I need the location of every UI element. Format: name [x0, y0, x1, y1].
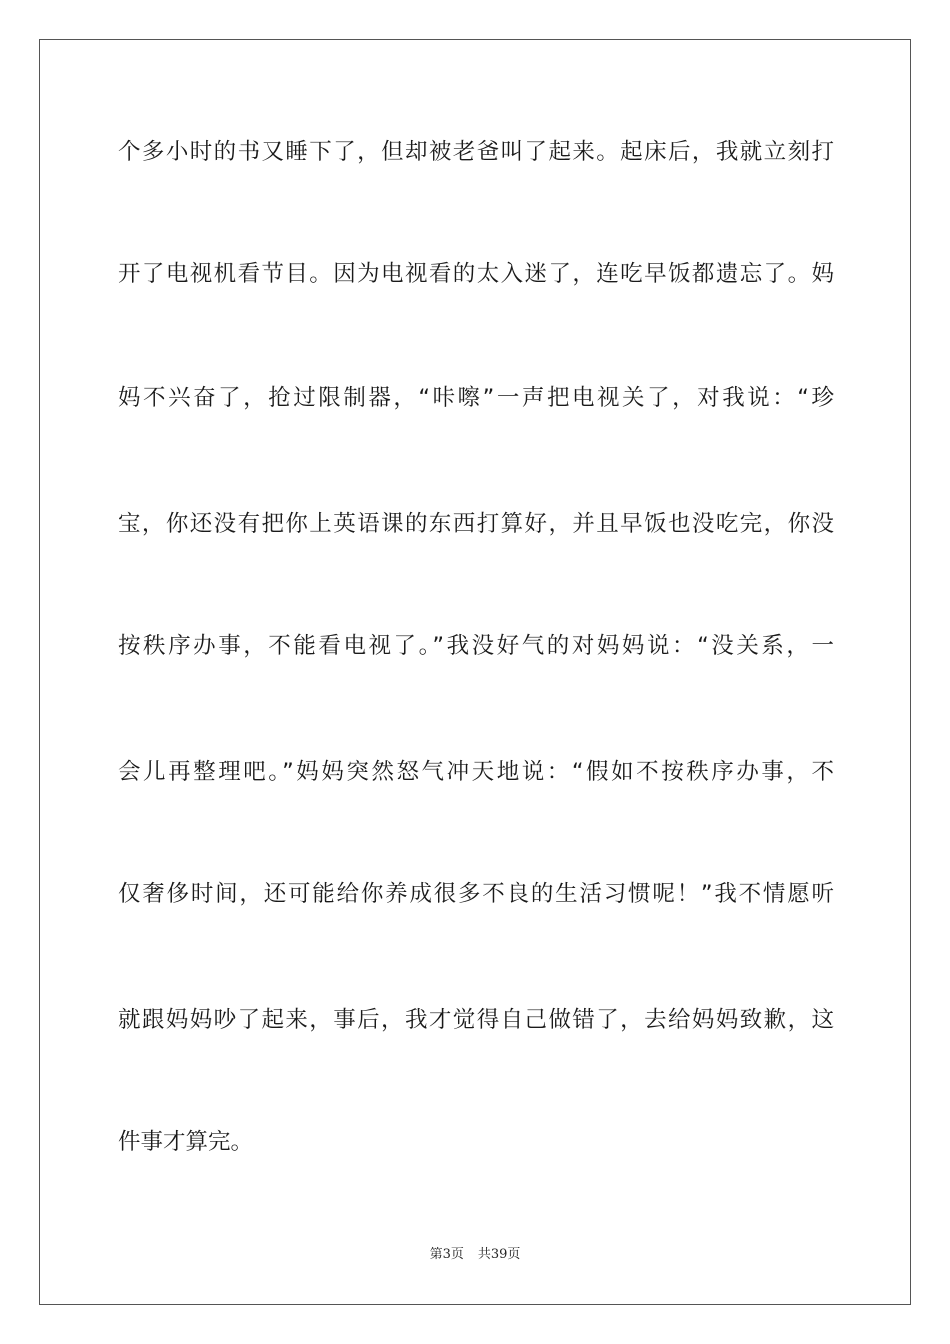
body-text-line: 就跟妈妈吵了起来，事后，我才觉得自己做错了，去给妈妈致歉，这: [118, 1007, 834, 1033]
body-text-line: 件事才算完。: [118, 1129, 254, 1155]
body-text-line: 仅奢侈时间，还可能给你养成很多不良的生活习惯呢！”我不情愿听: [118, 881, 834, 907]
page-footer: [0, 1245, 950, 1265]
body-text-line: 妈不兴奋了，抢过限制器，“咔嚓”一声把电视关了，对我说：“珍: [118, 385, 834, 411]
body-text-line: 会儿再整理吧。”妈妈突然怒气冲天地说：“假如不按秩序办事，不: [118, 759, 834, 785]
page-number: 第3页: [429, 1247, 464, 1262]
page-frame: [39, 39, 911, 1305]
body-text-line: 按秩序办事，不能看电视了。”我没好气的对妈妈说：“没关系，一: [118, 633, 834, 659]
body-text-line: 宝，你还没有把你上英语课的东西打算好，并且早饭也没吃完，你没: [118, 511, 834, 537]
page-total: 共39页: [477, 1247, 521, 1262]
body-text-line: 个多小时的书又睡下了，但却被老爸叫了起来。起床后，我就立刻打: [118, 139, 834, 165]
body-text-line: 开了电视机看节目。因为电视看的太入迷了，连吃早饭都遗忘了。妈: [118, 261, 834, 287]
